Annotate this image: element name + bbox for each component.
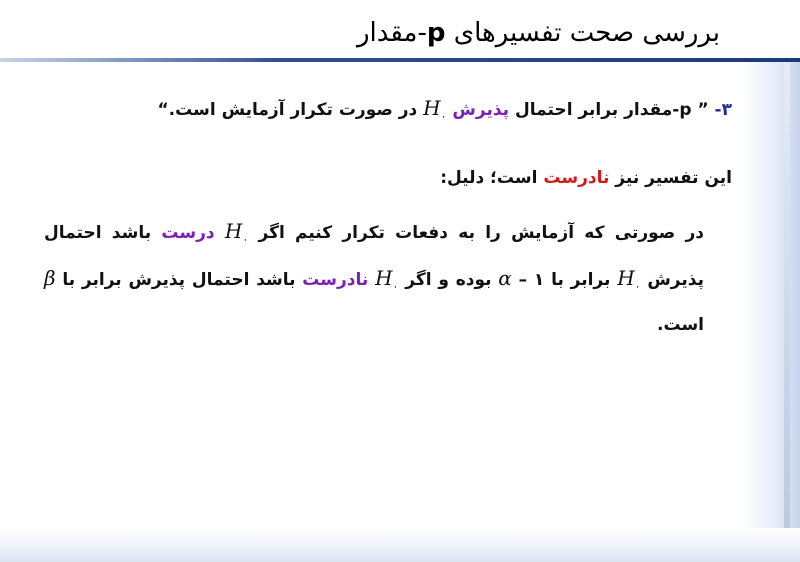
math-h0-2: $H_۰$ [617,266,641,293]
math-h0-3: $H_۰$ [375,266,399,293]
title-latin: p [426,18,446,48]
p-letter: p [679,100,692,120]
title-underline [0,58,800,62]
slide-title [357,18,720,48]
note-text-a: این تفسیر نیز [609,168,732,188]
para-s7: باشد احتمال پذیرش برابر با [55,270,303,290]
item-number: ۳- [708,100,732,120]
title-prefix: بررسی صحت تفسیرهای [445,18,720,48]
explanation-paragraph [44,212,704,344]
para-s1: در صورتی که آزمایش را به دفعات تکرار کنیم اگر [248,223,704,243]
math-h0: $H_۰$ [423,96,447,123]
item-text-a: -مقدار برابر احتمال [509,100,680,120]
right-stripe [784,62,790,562]
highlight-incorrect: نادرست [543,168,610,188]
note-line [440,168,732,188]
item-text-b: در صورت تکرار آزمایش است.“ [157,100,424,120]
highlight-correct: درست [161,223,225,243]
math-one: ۱ [533,270,545,290]
math-alpha: α [498,266,512,290]
highlight-acceptance: پذیرش [452,100,510,120]
math-minus: – [511,270,534,290]
note-text-b: است؛ دلیل: [440,168,544,188]
bottom-decoration [0,528,800,562]
para-s5: بوده و اگر [398,270,499,290]
highlight-incorrect-2: نادرست [302,270,376,290]
right-decoration [742,62,800,562]
para-s3: باشد احتمال پذیرش [44,223,704,290]
math-beta: β [44,266,56,290]
math-h0-1: $H_۰$ [224,219,249,246]
para-s8: است. [657,315,704,335]
title-suffix: -مقدار [356,18,427,48]
quote-open: ” [691,100,709,120]
para-s4: برابر با [544,270,618,290]
title-bar [0,0,800,62]
statement-item [158,96,733,123]
